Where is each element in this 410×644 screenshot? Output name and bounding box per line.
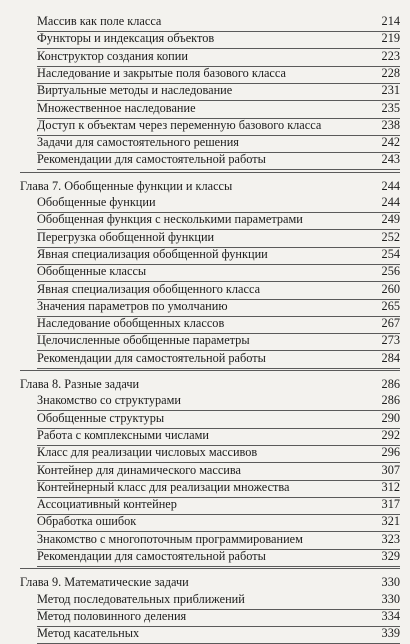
toc-entry-title: Массив как поле класса (37, 14, 162, 28)
toc-entry-title: Обобщенные структуры (37, 410, 165, 425)
toc-entry-title: Контейнерный класс для реализации множества (37, 479, 290, 494)
toc-page-number: 214 (381, 14, 400, 28)
toc-entry-title: Глава 8. Разные задачи (20, 377, 140, 391)
toc-entry-title: Глава 7. Обобщенные функции и классы (20, 178, 233, 193)
toc-page-number: 244 (381, 195, 400, 209)
toc-entry-title: Явная специализация обобщенного класса (37, 281, 261, 296)
toc-entry-title: Явная специализация обобщенной функции (37, 246, 268, 261)
toc-page-number: 290 (381, 410, 400, 425)
toc-entry-title: Наследование и закрытые поля базового класса (37, 65, 286, 80)
toc-entry-title: Доступ к объектам через переменную базового класса (37, 117, 322, 132)
toc-entry-title: Перегрузка обобщенной функции (37, 229, 215, 244)
toc-entry-title: Конструктор создания копии (37, 48, 188, 63)
toc-entry-title: Наследование обобщенных классов (37, 316, 225, 331)
toc-page-number: 323 (381, 531, 400, 546)
toc-page-number: 235 (381, 100, 400, 115)
toc-entry-title: Виртуальные методы и наследование (37, 83, 233, 98)
toc-entry-title: Обобщенные функции (37, 195, 156, 209)
toc-entry-title: Обобщенные классы (37, 264, 147, 279)
toc-page-number: 265 (381, 298, 400, 313)
toc-entry-title: Рекомендации для самостоятельной работы (37, 350, 266, 365)
toc-entry-title: Знакомство со структурами (37, 393, 181, 408)
toc-entry-title: Ассоциативный контейнер (37, 497, 177, 512)
toc-page-number: 296 (381, 445, 400, 460)
toc-page-number: 330 (381, 575, 400, 590)
toc-page-number: 284 (381, 350, 400, 365)
toc-page-number: 286 (381, 377, 400, 391)
toc-entry-title: Обобщенная функция с несколькими параметрами (37, 212, 303, 227)
toc-page-number: 223 (381, 48, 400, 63)
toc-page-number: 249 (381, 212, 400, 227)
toc-entry-row (37, 349, 400, 369)
toc-page-number: 256 (381, 264, 400, 279)
toc-page-number: 317 (381, 497, 400, 512)
toc-page-number: 334 (381, 608, 400, 623)
toc-page-number: 286 (381, 393, 400, 408)
toc-page-number: 307 (381, 462, 400, 477)
toc-page-number: 231 (381, 83, 400, 98)
toc-page-number: 321 (381, 514, 400, 529)
toc-page-number: 243 (381, 152, 400, 167)
toc-entry-title: Работа с комплексными числами (37, 427, 209, 442)
toc-page-number: 312 (381, 479, 400, 494)
toc-entry-title: Глава 9. Математические задачи (20, 575, 189, 590)
toc-entry-title: Значения параметров по умолчанию (37, 298, 228, 313)
toc-page-number: 219 (381, 31, 400, 46)
toc-entry-title: Метод половинного деления (37, 608, 187, 623)
toc-page-number: 260 (381, 281, 400, 296)
toc-entry-title: Класс для реализации числовых массивов (37, 445, 258, 460)
toc-page-number: 329 (381, 549, 400, 563)
toc-page-number: 330 (381, 591, 400, 606)
toc-entry-title: Функторы и индексация объектов (37, 31, 215, 46)
toc-entry-title: Знакомство с многопоточным программированием (37, 531, 303, 546)
toc-page-number: 228 (381, 65, 400, 80)
toc-entry-title: Рекомендации для самостоятельной работы (37, 549, 266, 563)
toc-entry-row (37, 547, 400, 567)
toc-page-number: 252 (381, 229, 400, 244)
toc-page-number: 292 (381, 427, 400, 442)
toc-entry-title: Задачи для самостоятельного решения (37, 135, 239, 150)
toc-page-number: 238 (381, 117, 400, 132)
toc-entry-row (37, 150, 400, 170)
toc-entry-title: Метод последовательных приближений (37, 591, 245, 606)
toc-page-number: 267 (381, 316, 400, 331)
toc-page-number: 273 (381, 333, 400, 348)
toc-entry-title: Целочисленные обобщенные параметры (37, 333, 250, 348)
toc-entry-title: Метод касательных (37, 626, 140, 641)
toc-page-number: 254 (381, 246, 400, 261)
toc-entry-row (37, 624, 400, 644)
toc-page-number: 339 (381, 626, 400, 641)
toc-entry-title: Контейнер для динамического массива (37, 462, 241, 477)
toc-entry-title: Обработка ошибок (37, 514, 137, 529)
toc-entry-title: Множественное наследование (37, 100, 196, 115)
toc-entry-title: Рекомендации для самостоятельной работы (37, 152, 266, 167)
toc-page-number: 244 (381, 178, 400, 193)
toc-page-number: 242 (381, 135, 400, 150)
